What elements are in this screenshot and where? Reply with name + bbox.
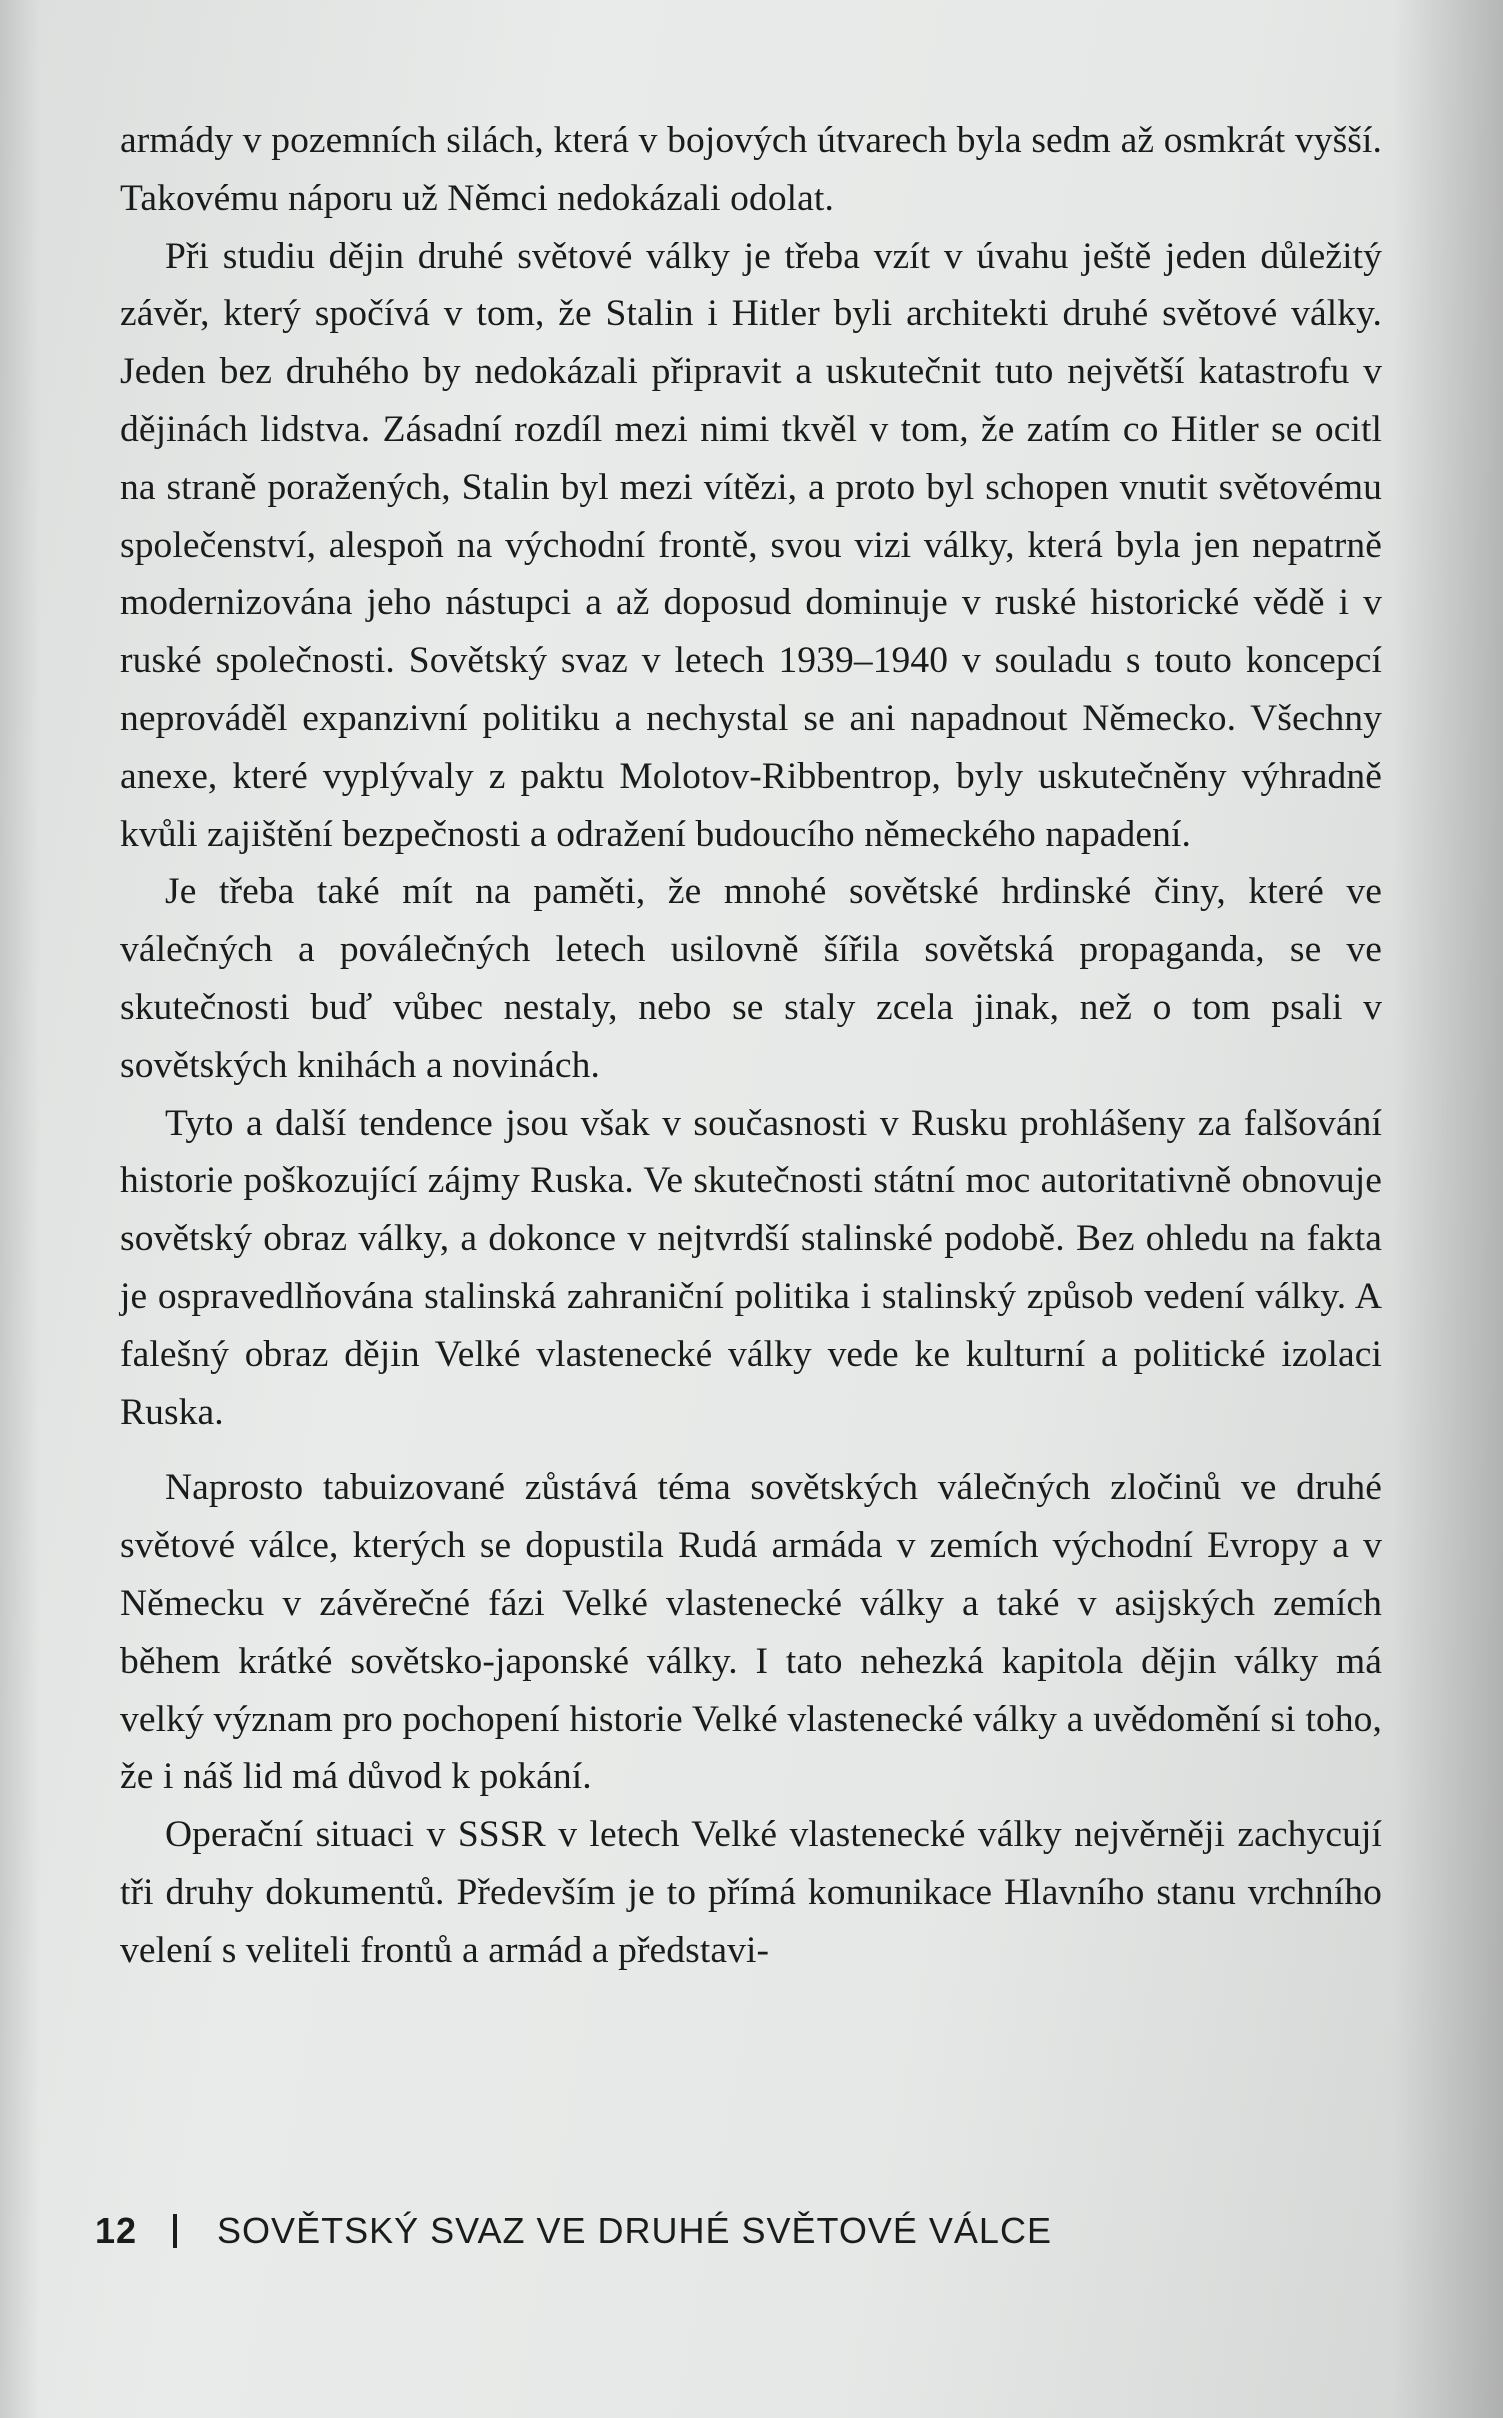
paragraph-6: Operační situaci v SSSR v letech Velké vlastenecké války nejvěrněji zachycují tři druhy dokumentů. Především je to přímá komunikace Hlavního stanu vrchního velení s veliteli frontů a armád a představi- (120, 1814, 1382, 1971)
paragraph-1: armády v pozemních silách, která v bojových útvarech byla sedm až osmkrát vyšší. Takovému náporu už Němci nedokázali odolat. (120, 120, 1382, 219)
paragraph-5: Naprosto tabuizované zůstává téma sovětských válečných zločinů ve druhé světové válce, kterých se dopustila Rudá armáda v zemích východní Evropy a v Německu v závěrečné fázi Velké vlastenecké války a také v asijských zemích během krátké sovětsko-japonské války. I tato nehezká kapitola dějin války má velký význam pro pochopení historie Velké vlastenecké války a uvědomění si toho, že i náš lid má důvod k pokání. (120, 1467, 1382, 1798)
footer-separator (173, 2214, 177, 2248)
running-title: SOVĚTSKÝ SVAZ VE DRUHÉ SVĚTOVÉ VÁLCE (217, 2210, 1052, 2251)
page-edge-shadow-right (1393, 0, 1503, 2418)
paragraph-4: Tyto a další tendence jsou však v současnosti v Rusku prohlášeny za falšování historie poškozující zájmy Ruska. Ve skutečnosti státní moc autoritativně obnovuje sovětský obraz války, a dokonce v nejtvrdší stalinské podobě. Bez ohledu na fakta je ospravedlňována stalinská zahraniční politika i stalinský způsob vedení války. A falešný obraz dějin Velké vlastenecké války vede ke kulturní a politické izolaci Ruska. (120, 1102, 1382, 1433)
page-number: 12 (95, 2210, 138, 2251)
paragraph-3: Je třeba také mít na paměti, že mnohé sovětské hrdinské činy, které ve válečných a poválečných letech usilovně šířila sovětská propaganda, se ve skutečnosti buď vůbec nestaly, nebo se staly zcela jinak, než o tom psali v sovětských knihách a novinách. (120, 871, 1382, 1086)
paragraph-2: Při studiu dějin druhé světové války je třeba vzít v úvahu ještě jeden důležitý závěr, který spočívá v tom, že Stalin i Hitler byli architekti druhé světové války. Jeden bez druhého by nedokázali připravit a uskutečnit tuto největší katastrofu v dějinách lidstva. Zásadní rozdíl mezi nimi tkvěl v tom, že zatím co Hitler se ocitl na straně poražených, Stalin byl mezi vítězi, a proto byl schopen vnutit světovému společenství, alespoň na východní frontě, svou vizi války, která byla jen nepatrně modernizována jeho nástupci a až doposud dominuje v ruské historické vědě i v ruské společnosti. Sovětský svaz v letech 1939–1940 v souladu s touto koncepcí neprováděl expanzivní politiku a nechystal se ani napadnout Německo. Všechny anexe, které vyplývaly z paktu Molotov-Ribbentrop, byly uskutečněny výhradně kvůli zajištění bezpečnosti a odražení budoucího německého napadení. (120, 235, 1382, 855)
body-text (120, 112, 1382, 1980)
page-edge-shadow-left (0, 0, 40, 2418)
page-footer (95, 2210, 1052, 2252)
